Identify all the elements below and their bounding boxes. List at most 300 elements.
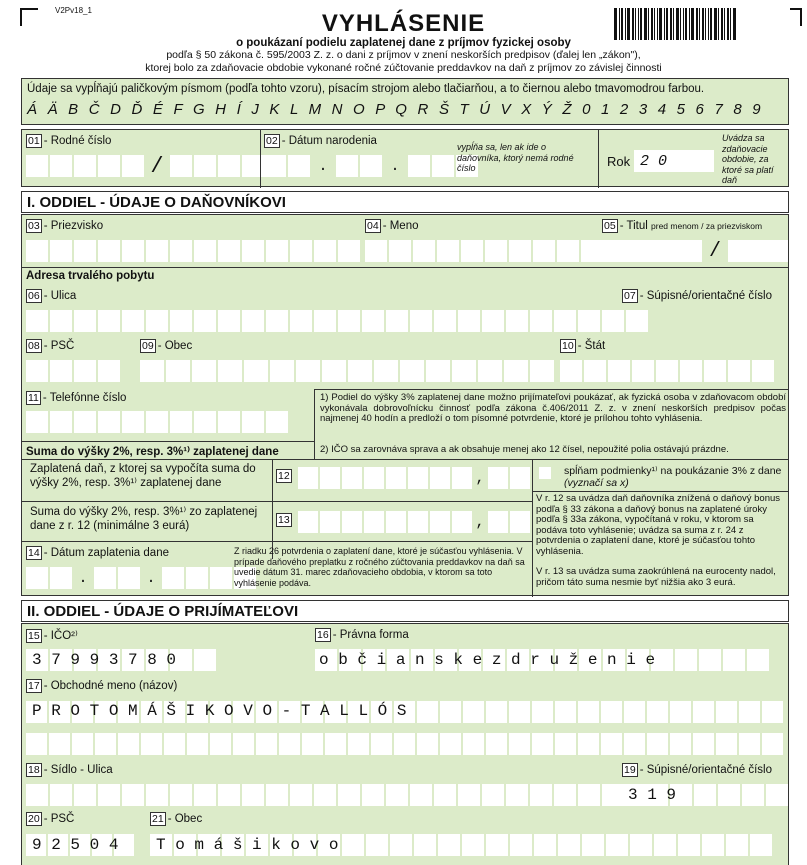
surname-field[interactable]	[26, 240, 360, 262]
char-box[interactable]	[702, 834, 724, 856]
char-box[interactable]	[485, 240, 507, 262]
char-box[interactable]	[606, 834, 628, 856]
char-box[interactable]	[506, 310, 528, 332]
char-box[interactable]	[530, 784, 552, 806]
seat-house-number-label: 19 - Súpisné/orientačné číslo	[624, 764, 773, 776]
barcode-bar	[625, 8, 626, 40]
barcode-bar	[683, 8, 684, 40]
char-box[interactable]	[74, 310, 96, 332]
title-label: 05 - Titul pred menom / za priezviskom	[604, 220, 763, 232]
char-box[interactable]	[430, 511, 450, 533]
barcode-bar	[676, 8, 679, 40]
business-name-field-2[interactable]	[26, 733, 783, 755]
char-box[interactable]	[739, 733, 760, 755]
phone-field[interactable]	[26, 411, 288, 433]
char-box[interactable]	[49, 733, 70, 755]
payment-date-field[interactable]: . .	[26, 567, 256, 589]
char-box[interactable]	[187, 733, 208, 755]
char-box[interactable]	[581, 240, 603, 262]
payment-date-label: 14 - Dátum zaplatenia dane	[28, 547, 169, 559]
char-box[interactable]	[408, 467, 428, 489]
char-box[interactable]	[266, 310, 288, 332]
barcode-bar	[666, 8, 668, 40]
payment-date-note: Z riadku 26 potvrdenia o zaplatení dane, ktoré je súčasťou vyhlásenia. V prípade daňového preplatku z ročného zúčtovania preddavkov na daň sa uvedie dátum 31. marec zdaňovacieho obdobia, v ktorom sa toto vyhlásenie podáva.	[234, 546, 525, 588]
char-box[interactable]	[458, 310, 480, 332]
barcode-bar	[730, 8, 731, 40]
char-box[interactable]	[374, 360, 398, 382]
char-box[interactable]	[437, 240, 459, 262]
year-note: Uvádza sa zdaňovacie obdobie, za ktoré sa platí daň	[722, 133, 774, 185]
char-box[interactable]	[164, 733, 185, 755]
char-box[interactable]	[348, 733, 369, 755]
char-box[interactable]	[670, 733, 691, 755]
char-box[interactable]	[506, 784, 528, 806]
char-box[interactable]	[98, 784, 120, 806]
char-box[interactable]	[716, 701, 737, 723]
char-box[interactable]	[426, 360, 450, 382]
char-box[interactable]	[699, 649, 721, 671]
char-box[interactable]	[146, 784, 168, 806]
note-r12: V r. 12 sa uvádza daň daňovníka znížená o daňový bonus podľa § 33 zákona a daňový bonus na zaplatené úroky podľa § 33a zákona, vypočítaná v roku, v ktorom sa podáva toto vyhlásenie; uvádza sa suma z r. 24 z potvrdenia o zaplatení dane, ktoré je súčasťou tohto vyhlásenia.	[536, 493, 781, 557]
char-box[interactable]	[50, 360, 72, 382]
char-box[interactable]	[50, 411, 72, 433]
note-1: 1) Podiel do výšky 3% zaplatenej dane možno prijímateľovi poukázať, ak fyzická osoba v zdaňovacom období vykonávala dobrovoľnícku činnosť podľa zákona č.406/2011 Z. z. v znení neskorších predpisov počas najmenej 40 hodín a predloží o tom písomné potvrdenie, ktoré je prílohou tohto vyhlásenia.	[320, 392, 786, 424]
barcode-bar	[654, 8, 655, 40]
sample-characters: Á Ä B Č D Ď É F G H Í J K L M N O P Q R Š T Ú V X Ý Ž 0 1 2 3 4 5 6 7 8 9	[27, 101, 764, 118]
char-box[interactable]	[365, 240, 387, 262]
seat-house-number-value: 3 1 9	[628, 786, 677, 804]
amount-number: 13	[278, 514, 290, 526]
char-box[interactable]	[218, 784, 240, 806]
char-box[interactable]	[322, 360, 346, 382]
char-box[interactable]	[693, 701, 714, 723]
char-box[interactable]	[532, 733, 553, 755]
barcode-bar	[627, 8, 630, 40]
char-box[interactable]	[95, 733, 116, 755]
char-box[interactable]	[244, 360, 268, 382]
birth-date-field[interactable]: . .	[264, 155, 478, 177]
char-box[interactable]	[170, 240, 192, 262]
barcode-bar	[727, 8, 729, 40]
char-box[interactable]	[626, 310, 648, 332]
char-box[interactable]	[440, 733, 461, 755]
char-box[interactable]	[533, 240, 555, 262]
char-box[interactable]	[141, 733, 162, 755]
seat-postcode-label: 20 - PSČ	[28, 813, 75, 825]
char-box[interactable]	[256, 733, 277, 755]
char-box[interactable]	[320, 511, 340, 533]
seat-city-label: 21 - Obec	[152, 813, 203, 825]
char-box[interactable]	[194, 240, 216, 262]
char-box[interactable]	[338, 310, 360, 332]
barcode-bar	[718, 8, 719, 40]
char-box[interactable]	[320, 467, 340, 489]
char-box[interactable]	[50, 310, 72, 332]
char-box[interactable]	[98, 411, 120, 433]
barcode-bar	[651, 8, 653, 40]
char-box[interactable]	[270, 360, 294, 382]
char-box[interactable]	[438, 834, 460, 856]
char-box[interactable]	[410, 310, 432, 332]
char-box[interactable]	[693, 733, 714, 755]
section-1-panel	[21, 214, 789, 596]
business-name-label: 17 - Obchodné meno (názov)	[28, 680, 178, 692]
char-box[interactable]	[694, 784, 716, 806]
char-box[interactable]	[218, 310, 240, 332]
char-box[interactable]	[26, 360, 48, 382]
char-box[interactable]	[463, 701, 484, 723]
barcode-bar	[614, 8, 617, 40]
char-box[interactable]	[742, 784, 764, 806]
char-box[interactable]	[314, 310, 336, 332]
note-2: 2) IČO sa zarovnáva sprava a ak obsahuje menej ako 12 čísel, nepoužité polia ostávajú prázdne.	[320, 444, 729, 455]
char-box[interactable]	[462, 834, 484, 856]
char-box[interactable]	[728, 360, 750, 382]
barcode-bar	[644, 8, 647, 40]
char-box[interactable]	[488, 467, 508, 489]
char-box[interactable]	[414, 834, 436, 856]
char-box[interactable]	[26, 733, 47, 755]
char-box[interactable]	[718, 784, 740, 806]
ico-label: 15 - IČO²⁾	[28, 630, 78, 642]
char-box[interactable]	[386, 467, 406, 489]
char-box[interactable]	[140, 360, 164, 382]
amount-label: Suma do výšky 2%, resp. 3%¹⁾ zo zaplatenej dane z r. 12 (minimálne 3 eurá)	[30, 506, 258, 532]
tax-paid-field[interactable]	[298, 467, 530, 489]
street-label: 06 - Ulica	[28, 290, 77, 302]
char-box[interactable]	[26, 784, 48, 806]
char-box[interactable]	[510, 511, 530, 533]
barcode-bar	[632, 8, 634, 40]
char-box[interactable]	[98, 360, 120, 382]
char-box[interactable]	[74, 360, 96, 382]
char-box[interactable]	[647, 733, 668, 755]
address-header: Adresa trvalého pobytu	[26, 270, 155, 282]
country-field[interactable]	[560, 360, 774, 382]
char-box[interactable]	[530, 360, 554, 382]
char-box[interactable]	[504, 360, 528, 382]
char-box[interactable]	[389, 240, 411, 262]
char-box[interactable]	[747, 649, 769, 671]
barcode-bar	[714, 8, 717, 40]
year-label: Rok	[607, 154, 631, 169]
char-box[interactable]	[555, 733, 576, 755]
char-box[interactable]	[242, 240, 264, 262]
char-box[interactable]	[118, 733, 139, 755]
char-box[interactable]	[704, 360, 726, 382]
year-field[interactable]: 2 0	[634, 150, 714, 172]
city-label: 09 - Obec	[142, 340, 193, 352]
char-box[interactable]	[74, 784, 96, 806]
char-box[interactable]	[146, 310, 168, 332]
char-box[interactable]	[192, 360, 216, 382]
char-box[interactable]	[510, 834, 532, 856]
char-box[interactable]	[364, 511, 384, 533]
char-box[interactable]	[463, 733, 484, 755]
char-box[interactable]	[386, 310, 408, 332]
char-box[interactable]	[417, 733, 438, 755]
char-box[interactable]	[632, 360, 654, 382]
char-box[interactable]	[194, 784, 216, 806]
char-box[interactable]	[242, 784, 264, 806]
char-box[interactable]	[242, 411, 264, 433]
legal-form-value: o b č i a n s k e z d r u ž e n i e	[319, 651, 656, 669]
char-box[interactable]	[560, 360, 582, 382]
char-box[interactable]	[72, 733, 93, 755]
char-box[interactable]	[342, 834, 364, 856]
char-box[interactable]	[726, 834, 748, 856]
barcode-bar	[708, 8, 709, 40]
char-box[interactable]	[601, 701, 622, 723]
business-name-value: P R O T O M Á Š I K O V O - T A L L Ó S	[32, 702, 407, 720]
ico-value: 3 7 9 9 3 7 8 0	[32, 651, 177, 669]
char-box[interactable]	[486, 834, 508, 856]
char-box[interactable]	[166, 360, 190, 382]
char-box[interactable]	[342, 511, 362, 533]
char-box[interactable]	[325, 733, 346, 755]
char-box[interactable]	[98, 240, 120, 262]
barcode-bar	[702, 8, 704, 40]
char-box[interactable]	[554, 784, 576, 806]
char-box[interactable]	[602, 784, 624, 806]
char-box[interactable]	[752, 360, 774, 382]
barcode-bar	[664, 8, 665, 40]
char-box[interactable]	[170, 784, 192, 806]
barcode-bar	[640, 8, 642, 40]
char-box[interactable]	[675, 649, 697, 671]
char-box[interactable]	[386, 511, 406, 533]
char-box[interactable]	[509, 733, 530, 755]
char-box[interactable]	[314, 784, 336, 806]
char-box[interactable]	[410, 784, 432, 806]
barcode-bar	[733, 8, 736, 40]
char-box[interactable]	[750, 834, 772, 856]
note-r13: V r. 13 sa uvádza suma zaokrúhlená na eurocenty nadol, pričom táto suma nesmie byť nižšia ako 3 eurá.	[536, 566, 776, 588]
char-box[interactable]	[296, 360, 320, 382]
char-box[interactable]	[400, 360, 424, 382]
char-box[interactable]	[461, 240, 483, 262]
char-box[interactable]	[408, 511, 428, 533]
char-box[interactable]	[452, 360, 476, 382]
barcode-bar	[724, 8, 725, 40]
char-box[interactable]	[371, 733, 392, 755]
section-1-header: I. ODDIEL - ÚDAJE O DAŇOVNÍKOVI	[21, 191, 789, 213]
section-2-header: II. ODDIEL - ÚDAJE O PRIJÍMATEĽOVI	[21, 600, 789, 622]
phone-label: 11 - Telefónne číslo	[28, 392, 127, 404]
char-box[interactable]	[170, 411, 192, 433]
first-name-label: 04 - Meno	[367, 220, 419, 232]
char-box[interactable]	[74, 411, 96, 433]
char-box[interactable]	[584, 360, 606, 382]
char-box[interactable]	[218, 411, 240, 433]
identity-panel	[21, 129, 789, 187]
char-box[interactable]	[290, 240, 312, 262]
char-box[interactable]	[458, 784, 480, 806]
postcode-field[interactable]	[26, 360, 120, 382]
char-box[interactable]	[218, 360, 242, 382]
char-box[interactable]	[266, 240, 288, 262]
char-box[interactable]	[279, 733, 300, 755]
barcode-bar	[705, 8, 706, 40]
char-box[interactable]	[478, 360, 502, 382]
char-box[interactable]	[509, 701, 530, 723]
form-code: V2Pv18_1	[55, 6, 92, 15]
char-box[interactable]	[413, 240, 435, 262]
char-box[interactable]	[766, 784, 788, 806]
char-box[interactable]	[233, 733, 254, 755]
char-box[interactable]	[122, 240, 144, 262]
char-box[interactable]	[302, 733, 323, 755]
barcode-bar	[619, 8, 620, 40]
char-box[interactable]	[532, 701, 553, 723]
char-box[interactable]	[578, 310, 600, 332]
char-box[interactable]	[50, 240, 72, 262]
char-box[interactable]	[218, 240, 240, 262]
char-box[interactable]	[488, 511, 508, 533]
char-box[interactable]	[362, 310, 384, 332]
char-box[interactable]	[530, 310, 552, 332]
title-field[interactable]: /	[602, 240, 788, 262]
instruction-text: Údaje sa vypĺňajú paličkovým písmom (podľa tohto vzoru), písacím strojom alebo tlačiarňou, a to čiernou alebo tmavomodrou farbou.	[27, 83, 705, 95]
decimal-comma: ,	[475, 513, 485, 531]
char-box[interactable]	[314, 240, 336, 262]
char-box[interactable]	[534, 834, 556, 856]
char-box[interactable]	[290, 310, 312, 332]
char-box[interactable]	[509, 240, 531, 262]
char-box[interactable]	[194, 649, 216, 671]
char-box[interactable]	[146, 411, 168, 433]
char-box[interactable]	[578, 733, 599, 755]
char-box[interactable]	[654, 834, 676, 856]
char-box[interactable]	[582, 834, 604, 856]
char-box[interactable]	[739, 701, 760, 723]
char-box[interactable]	[266, 784, 288, 806]
char-box[interactable]	[440, 701, 461, 723]
char-box[interactable]	[680, 360, 702, 382]
barcode-bar	[680, 8, 681, 40]
char-box[interactable]	[554, 310, 576, 332]
char-box[interactable]	[170, 310, 192, 332]
char-box[interactable]	[194, 411, 216, 433]
char-box[interactable]	[723, 649, 745, 671]
char-box[interactable]	[555, 701, 576, 723]
barcode-bar	[635, 8, 636, 40]
condition-checkbox[interactable]	[539, 467, 551, 479]
char-box[interactable]	[342, 467, 362, 489]
char-box[interactable]	[624, 701, 645, 723]
char-box[interactable]	[630, 834, 652, 856]
char-box[interactable]	[510, 467, 530, 489]
seat-city-value: T o m á š i k o v o	[156, 836, 339, 854]
house-number-label: 07 - Súpisné/orientačné číslo	[624, 290, 773, 302]
char-box[interactable]	[26, 411, 48, 433]
char-box[interactable]	[557, 240, 579, 262]
page-subtitle-line3: ktorej bolo za zdaňovacie obdobie vykonané ročné zúčtovanie preddavkov na daň z príjmov zo závislej činnosti	[145, 62, 662, 74]
char-box[interactable]	[656, 360, 678, 382]
char-box[interactable]	[146, 240, 168, 262]
char-box[interactable]	[338, 784, 360, 806]
char-box[interactable]	[386, 784, 408, 806]
barcode-bar	[685, 8, 687, 40]
char-box[interactable]	[482, 784, 504, 806]
barcode-bar	[721, 8, 723, 40]
char-box[interactable]	[762, 701, 783, 723]
char-box[interactable]	[26, 240, 48, 262]
char-box[interactable]	[578, 784, 600, 806]
char-box[interactable]	[50, 784, 72, 806]
char-box[interactable]	[558, 834, 580, 856]
char-box[interactable]	[417, 701, 438, 723]
page-subtitle: o poukázaní podielu zaplatenej dane z príjmov fyzickej osoby	[236, 37, 571, 49]
char-box[interactable]	[434, 310, 456, 332]
char-box[interactable]	[26, 310, 48, 332]
barcode-bar	[710, 8, 712, 40]
char-box[interactable]	[122, 411, 144, 433]
char-box[interactable]	[348, 360, 372, 382]
char-box[interactable]	[362, 784, 384, 806]
char-box[interactable]	[762, 733, 783, 755]
amount-field[interactable]	[298, 511, 530, 533]
char-box[interactable]	[194, 310, 216, 332]
char-box[interactable]	[74, 240, 96, 262]
char-box[interactable]	[647, 701, 668, 723]
seat-street-field[interactable]	[26, 784, 648, 806]
char-box[interactable]	[578, 701, 599, 723]
char-box[interactable]	[298, 511, 318, 533]
char-box[interactable]	[434, 784, 456, 806]
char-box[interactable]	[486, 701, 507, 723]
char-box[interactable]	[394, 733, 415, 755]
barcode-bar	[696, 8, 698, 40]
char-box[interactable]	[602, 310, 624, 332]
char-box[interactable]	[298, 467, 318, 489]
char-box[interactable]	[122, 784, 144, 806]
char-box[interactable]	[608, 360, 630, 382]
char-box[interactable]	[678, 834, 700, 856]
char-box[interactable]	[122, 310, 144, 332]
city-field[interactable]	[140, 360, 554, 382]
char-box[interactable]	[601, 733, 622, 755]
char-box[interactable]	[266, 411, 288, 433]
char-box[interactable]	[670, 701, 691, 723]
barcode-bar	[699, 8, 700, 40]
first-name-field[interactable]	[365, 240, 603, 262]
char-box[interactable]	[290, 784, 312, 806]
char-box[interactable]	[452, 467, 472, 489]
barcode-bar	[657, 8, 658, 40]
char-box[interactable]	[390, 834, 412, 856]
char-box[interactable]	[364, 467, 384, 489]
char-box[interactable]	[338, 240, 360, 262]
char-box[interactable]	[242, 310, 264, 332]
char-box[interactable]	[430, 467, 450, 489]
char-box[interactable]	[452, 511, 472, 533]
char-box[interactable]	[210, 733, 231, 755]
birth-number-field[interactable]: /	[26, 155, 264, 177]
section-2-panel	[21, 623, 789, 865]
street-field[interactable]	[26, 310, 648, 332]
char-box[interactable]	[98, 310, 120, 332]
legal-form-label: 16 - Právna forma	[317, 629, 409, 641]
char-box[interactable]	[716, 733, 737, 755]
char-box[interactable]	[624, 733, 645, 755]
char-box[interactable]	[486, 733, 507, 755]
char-box[interactable]	[482, 310, 504, 332]
instruction-panel	[21, 78, 789, 125]
barcode-bar	[670, 8, 672, 40]
barcode-bar	[659, 8, 662, 40]
char-box[interactable]	[366, 834, 388, 856]
